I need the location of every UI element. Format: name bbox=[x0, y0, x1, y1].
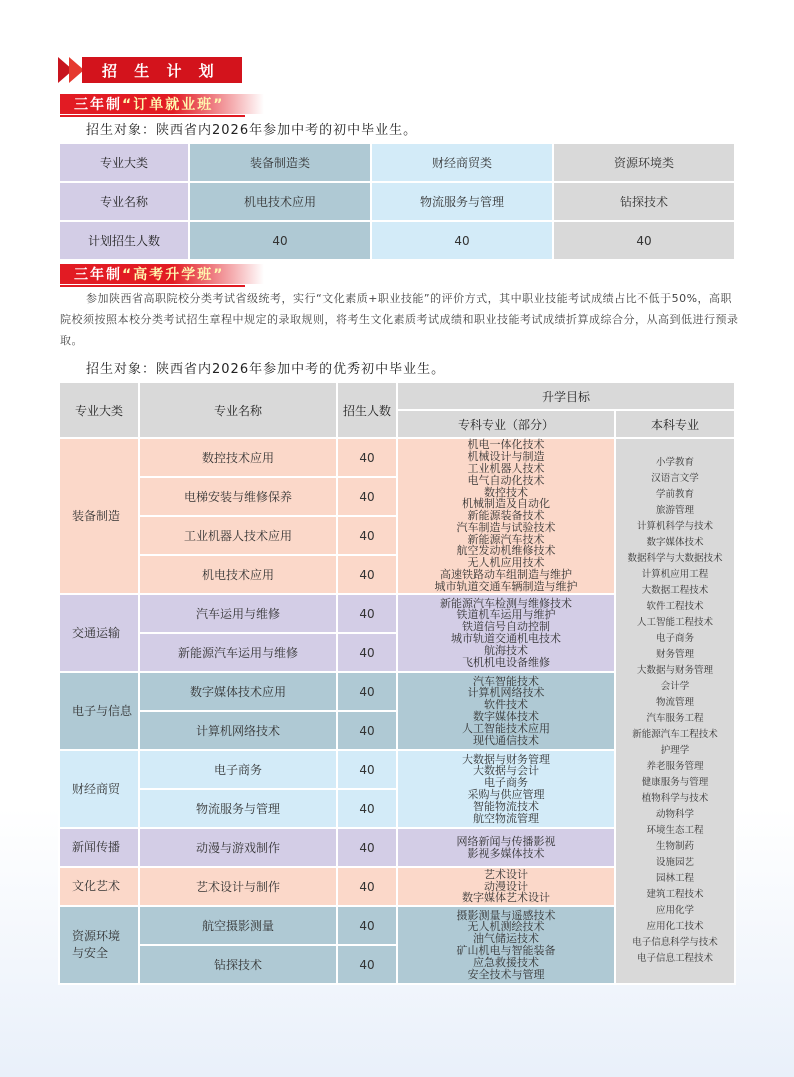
list-item: 财务管理 bbox=[656, 649, 695, 660]
list-item: 航空物流管理 bbox=[473, 811, 539, 825]
list-item: 人工智能工程技术 bbox=[637, 617, 714, 628]
list-item: 机电一体化技术 bbox=[467, 438, 545, 452]
list-item: 园林工程 bbox=[656, 873, 695, 884]
list-item: 航海技术 bbox=[484, 643, 528, 657]
exam-class-table-body bbox=[59, 438, 735, 984]
count-cell: 40 bbox=[337, 438, 397, 477]
count-cell: 40 bbox=[337, 555, 397, 594]
table-cell: 物流服务与管理 bbox=[371, 182, 553, 221]
category-cell: 交通运输 bbox=[59, 594, 139, 672]
list-item: 计算机科学与技术 bbox=[637, 521, 714, 532]
major-cell: 电梯安装与维修保养 bbox=[139, 477, 337, 516]
table-cell: 机电技术应用 bbox=[189, 182, 371, 221]
list-item: 计算机应用工程 bbox=[641, 569, 709, 580]
list-item: 电气自动化技术 bbox=[467, 473, 545, 487]
junior-majors-cell bbox=[397, 906, 615, 984]
list-item: 汉语言文学 bbox=[651, 473, 699, 484]
list-item: 高速铁路动车组制造与维护 bbox=[440, 568, 572, 582]
major-cell: 电子商务 bbox=[139, 750, 337, 789]
major-cell: 机电技术应用 bbox=[139, 555, 337, 594]
major-cell: 物流服务与管理 bbox=[139, 789, 337, 828]
list-item: 大数据与财务管理 bbox=[462, 752, 550, 766]
section2-header bbox=[60, 264, 264, 284]
list-item: 电子信息工程技术 bbox=[637, 953, 714, 964]
major-cell: 艺术设计与制作 bbox=[139, 867, 337, 906]
list-item: 新能源汽车检测与维修技术 bbox=[440, 596, 572, 610]
category-cell: 新闻传播 bbox=[59, 828, 139, 867]
list-item: 无人机测绘技术 bbox=[467, 920, 545, 934]
list-item: 矿山机电与智能装备 bbox=[456, 944, 556, 957]
list-item: 护理学 bbox=[660, 745, 690, 756]
section1-title bbox=[60, 94, 264, 114]
header-major: 专业名称 bbox=[139, 382, 337, 438]
list-item: 现代通信技术 bbox=[473, 733, 539, 747]
list-item: 设施园艺 bbox=[656, 857, 695, 868]
count-cell: 40 bbox=[337, 633, 397, 672]
table-cell: 资源环境类 bbox=[553, 143, 735, 182]
list-item: 摄影测量与遥感技术 bbox=[456, 908, 556, 922]
list-item: 电子商务 bbox=[656, 633, 695, 644]
list-item: 汽车智能技术 bbox=[473, 674, 539, 688]
section1-underline bbox=[60, 115, 245, 117]
exam-class-table bbox=[58, 381, 736, 985]
category-cell: 财经商贸 bbox=[59, 750, 139, 828]
major-cell: 工业机器人技术应用 bbox=[139, 516, 337, 555]
row-header-count: 计划招生人数 bbox=[59, 221, 189, 260]
major-cell: 新能源汽车运用与维修 bbox=[139, 633, 337, 672]
junior-majors-cell bbox=[397, 828, 615, 867]
list-item: 工业机器人技术 bbox=[467, 461, 545, 475]
list-item: 旅游管理 bbox=[656, 505, 695, 516]
count-cell: 40 bbox=[337, 789, 397, 828]
list-item: 智能物流技术 bbox=[473, 799, 539, 813]
category-cell: 电子与信息 bbox=[59, 672, 139, 750]
table-cell: 财经商贸类 bbox=[371, 143, 553, 182]
list-item: 健康服务与管理 bbox=[641, 777, 709, 788]
table-cell: 钻探技术 bbox=[553, 182, 735, 221]
junior-majors-cell bbox=[397, 750, 615, 828]
order-class-table bbox=[58, 142, 736, 261]
section2-title bbox=[60, 264, 264, 284]
list-item: 动漫设计 bbox=[484, 879, 528, 893]
list-item: 软件技术 bbox=[484, 698, 528, 712]
count-cell: 40 bbox=[337, 867, 397, 906]
list-item: 城市轨道交通车辆制造与维护 bbox=[434, 579, 578, 593]
junior-majors-cell bbox=[397, 672, 615, 750]
list-item: 大数据工程技术 bbox=[641, 585, 709, 596]
major-cell: 动漫与游戏制作 bbox=[139, 828, 337, 867]
list-item: 航空发动机维修技术 bbox=[456, 544, 556, 558]
list-item: 数控技术 bbox=[484, 485, 528, 499]
section2-target: 招生对象：陕西省内2026年参加中考的优秀初中毕业生。 bbox=[86, 362, 446, 377]
table-header-row bbox=[59, 382, 735, 410]
major-cell: 数字媒体技术应用 bbox=[139, 672, 337, 711]
major-cell: 汽车运用与维修 bbox=[139, 594, 337, 633]
list-item: 新能源汽车技术 bbox=[467, 532, 545, 546]
section2-title-quote: “高考升学班” bbox=[122, 267, 225, 283]
table-row bbox=[59, 182, 735, 221]
list-item: 物流管理 bbox=[656, 697, 695, 708]
category-cell: 文化艺术 bbox=[59, 867, 139, 906]
major-cell: 钻探技术 bbox=[139, 945, 337, 984]
list-item: 采购与供应管理 bbox=[467, 788, 545, 801]
list-item: 应用化学 bbox=[656, 905, 695, 916]
list-item: 生物制药 bbox=[656, 841, 695, 852]
category-cell: 装备制造 bbox=[59, 438, 139, 594]
list-item: 软件工程技术 bbox=[646, 601, 704, 612]
count-cell: 40 bbox=[337, 516, 397, 555]
major-cell: 计算机网络技术 bbox=[139, 711, 337, 750]
list-item: 铁道信号自动控制 bbox=[462, 620, 550, 634]
section1-title-quote: “订单就业班” bbox=[122, 97, 225, 113]
list-item: 机械制造及自动化 bbox=[462, 497, 550, 511]
header-count: 招生人数 bbox=[337, 382, 397, 438]
list-item: 大数据与财务管理 bbox=[637, 665, 714, 676]
major-cell: 航空摄影测量 bbox=[139, 906, 337, 945]
row-header-category: 专业大类 bbox=[59, 143, 189, 182]
section1-title-prefix: 三年制 bbox=[74, 97, 122, 113]
section2-title-prefix: 三年制 bbox=[74, 267, 122, 283]
header-category: 专业大类 bbox=[59, 382, 139, 438]
list-item: 无人机应用技术 bbox=[467, 556, 545, 570]
list-item: 环境生态工程 bbox=[646, 825, 704, 836]
junior-majors-cell bbox=[397, 438, 615, 594]
list-item: 小学教育 bbox=[656, 457, 695, 468]
table-cell: 40 bbox=[189, 221, 371, 260]
list-item: 会计学 bbox=[660, 681, 690, 692]
list-item: 人工智能技术应用 bbox=[462, 721, 550, 735]
list-item: 建筑工程技术 bbox=[646, 889, 704, 900]
list-item: 网络新闻与传播影视 bbox=[456, 834, 556, 848]
list-item: 植物科学与技术 bbox=[641, 793, 709, 804]
list-item: 飞机机电设备维修 bbox=[462, 655, 550, 669]
list-item: 机械设计与制造 bbox=[467, 450, 545, 464]
list-item: 应急救援技术 bbox=[473, 955, 539, 969]
major-cell: 数控技术应用 bbox=[139, 438, 337, 477]
count-cell: 40 bbox=[337, 477, 397, 516]
list-item: 学前教育 bbox=[656, 489, 695, 500]
header-goal: 升学目标 bbox=[397, 382, 735, 410]
list-item: 汽车服务工程 bbox=[646, 713, 704, 724]
list-item: 数字媒体技术 bbox=[646, 537, 704, 548]
count-cell: 40 bbox=[337, 945, 397, 984]
section2-description: 参加陕西省高职院校分类考试省级统考，实行“文化素质+职业技能”的评价方式，其中职业技能考试成绩占比不低于50%，高职院校须按照本校分类考试招生章程中规定的录取规则，将考生文化素质考试成绩和职业技能考试成绩折算成综合分，从高到低进行预录取。 bbox=[60, 292, 739, 347]
list-item: 应用化工技术 bbox=[646, 921, 704, 932]
header-bachelor: 本科专业 bbox=[615, 410, 735, 438]
table-row bbox=[59, 143, 735, 182]
list-item: 影视多媒体技术 bbox=[467, 846, 545, 860]
count-cell: 40 bbox=[337, 906, 397, 945]
list-item: 铁道机车运用与维护 bbox=[456, 608, 556, 622]
list-item: 大数据与会计 bbox=[473, 764, 539, 778]
list-item: 电子信息科学与技术 bbox=[632, 937, 718, 948]
count-cell: 40 bbox=[337, 594, 397, 633]
row-header-major: 专业名称 bbox=[59, 182, 189, 221]
list-item: 安全技术与管理 bbox=[467, 967, 545, 981]
section1-target: 招生对象：陕西省内2026年参加中考的初中毕业生。 bbox=[86, 123, 418, 138]
table-row bbox=[59, 221, 735, 260]
section2-underline bbox=[60, 285, 245, 287]
table-cell: 40 bbox=[371, 221, 553, 260]
list-item: 新能源装备技术 bbox=[467, 509, 545, 523]
list-item: 养老服务管理 bbox=[646, 761, 704, 772]
list-item: 数字媒体技术 bbox=[473, 710, 539, 723]
enrollment-plan-banner bbox=[58, 57, 242, 83]
header-junior: 专科专业（部分） bbox=[397, 410, 615, 438]
list-item: 汽车制造与试验技术 bbox=[456, 520, 556, 534]
count-cell: 40 bbox=[337, 711, 397, 750]
junior-majors-cell bbox=[397, 867, 615, 906]
count-cell: 40 bbox=[337, 672, 397, 711]
list-item: 艺术设计 bbox=[484, 867, 528, 881]
banner-title: 招 生 计 划 bbox=[82, 57, 242, 83]
list-item: 电子商务 bbox=[484, 776, 528, 790]
list-item: 计算机网络技术 bbox=[467, 686, 545, 700]
count-cell: 40 bbox=[337, 750, 397, 789]
table-cell: 40 bbox=[553, 221, 735, 260]
list-item: 数据科学与大数据技术 bbox=[627, 553, 723, 564]
list-item: 新能源汽车工程技术 bbox=[632, 729, 718, 740]
category-cell: 资源环境 与安全 bbox=[59, 906, 139, 984]
list-item: 数字媒体艺术设计 bbox=[462, 891, 550, 905]
list-item: 动物科学 bbox=[656, 809, 695, 820]
list-item: 油气储运技术 bbox=[473, 932, 539, 946]
junior-majors-cell bbox=[397, 594, 615, 672]
section1-header bbox=[60, 94, 264, 114]
list-item: 城市轨道交通机电技术 bbox=[451, 632, 561, 645]
table-row bbox=[59, 438, 735, 477]
bachelor-majors-cell bbox=[615, 438, 735, 984]
table-cell: 装备制造类 bbox=[189, 143, 371, 182]
count-cell: 40 bbox=[337, 828, 397, 867]
